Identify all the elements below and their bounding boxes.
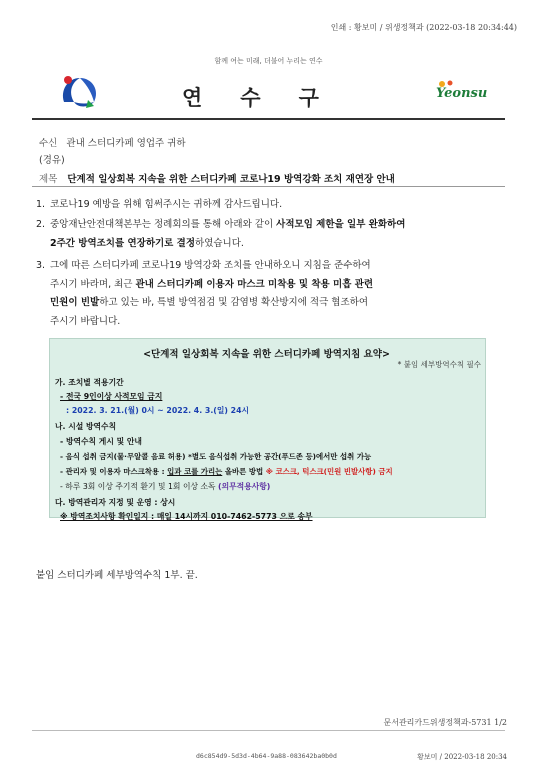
slogan: 함께 여는 미래, 더불어 누리는 연수 bbox=[214, 57, 323, 65]
subject-row: 제목 단계적 일상회복 지속을 위한 스터디카페 코로나19 방역강화 조치 재연장 안내 bbox=[39, 174, 395, 185]
section-da-title: 다. 방역관리자 지정 및 운영 : 상시 bbox=[55, 498, 176, 507]
yeonsu-wordmark-logo: Yeonsu bbox=[434, 80, 490, 104]
section-na-item-2: - 음식 섭취 금지(물·무알콜 음료 허용) *별도 음식섭취 가능한 공간(푸드존 등)에서만 섭취 가능 bbox=[60, 452, 372, 461]
recipient-row: 수신 관내 스터디카페 영업주 귀하 bbox=[39, 138, 186, 149]
print-info: 인쇄 : 황보미 / 위생정책과 (2022-03-18 20:34:44) bbox=[330, 23, 517, 32]
section-ga-item-1: - 전국 9인이상 사적모임 금지 bbox=[60, 392, 163, 401]
guideline-box-title: <단계적 일상회복 지속을 위한 스터디카페 방역지침 요약> bbox=[143, 349, 390, 360]
guideline-box-note: * 붙임 세부방역수칙 필수 bbox=[397, 360, 481, 369]
paragraph-3: 3. 그에 따른 스터디카페 코로나19 방역강화 조치를 안내하오니 지침을 준수하여 주시기 바라며, 최근 관내 스터디카페 이용자 마스크 미착용 및 착용 미흡 관련 민원이 빈발하고 있는 바, 특별 방역점검 및 감염병 확산방지에 적극 협조하여 주시기 바랍니다. bbox=[36, 260, 374, 327]
footer-printed-by: 황보미 / 2022-03-18 20:34 bbox=[417, 753, 507, 761]
section-da-item-1: ※ 방역조치사항 확인일지 : 매일 14시까지 010-7462-5773 으로 송부 bbox=[60, 512, 313, 521]
section-ga-title: 가. 조치별 적용기간 bbox=[55, 378, 124, 387]
paragraph-1: 1. 코로나19 예방을 위해 힘써주시는 귀하께 감사드립니다. bbox=[36, 199, 283, 210]
paragraph-2: 2. 중앙재난안전대책본부는 정례회의를 통해 아래와 같이 사적모임 제한을 일부 완화하여 2주간 방역조치를 연장하기로 결정하였습니다. bbox=[36, 219, 406, 249]
subject-divider bbox=[32, 186, 505, 187]
attachment-line: 붙임 스터디카페 세부방역수칙 1부. 끝. bbox=[36, 570, 198, 581]
section-na-title: 나. 시설 방역수칙 bbox=[55, 422, 117, 431]
yeonsu-emblem-logo bbox=[58, 72, 102, 112]
section-na-item-4: - 하루 3회 이상 주기적 환기 및 1회 이상 소독 (의무적용사항) bbox=[60, 482, 271, 491]
section-na-item-1: - 방역수칙 게시 및 안내 bbox=[60, 437, 142, 446]
via-row: (경유) bbox=[39, 155, 65, 166]
footer-divider bbox=[32, 730, 505, 731]
section-na-item-3: - 관리자 및 이용자 마스크착용 : 입과 코를 가리는 올바른 방법 ※ 코스크, 턱스크(민원 빈발사항) 금지 bbox=[60, 467, 393, 476]
footer-uuid: d6c854d9-5d3d-4b64-9a88-083642ba0b0d bbox=[196, 752, 337, 760]
footer-doc-id: 문서관리카드위생정책과-5731 1/2 bbox=[383, 718, 507, 727]
header-divider bbox=[32, 118, 505, 120]
org-name: 연수구 bbox=[182, 85, 357, 110]
section-ga-item-2: : 2022. 3. 21.(월) 0시 ~ 2022. 4. 3.(일) 24시 bbox=[66, 406, 250, 415]
